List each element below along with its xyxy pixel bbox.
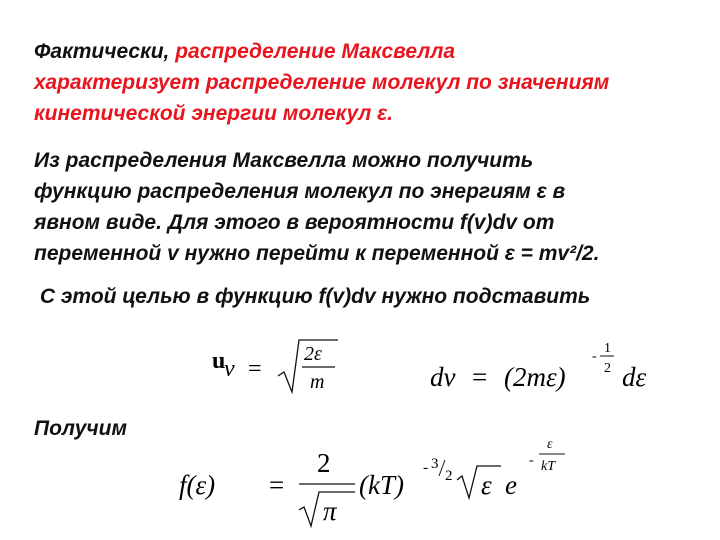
v-lhs-bold: u (212, 348, 226, 374)
f-kt-exp-den: 2 (445, 468, 453, 484)
f-e-exp-den: kT (541, 459, 555, 474)
intro-lead: Фактически, (34, 40, 170, 63)
formula-energy-distribution (175, 430, 595, 530)
formula-dv (428, 336, 668, 396)
dv-exp-sign: - (592, 349, 597, 364)
dv-lhs: dv (430, 362, 456, 392)
dv-eq: = (472, 362, 488, 392)
dv-exp-den: 2 (604, 361, 611, 376)
paragraph-intro (34, 36, 704, 129)
f-exp-base: e (505, 470, 517, 500)
f-sqrt-arg: ε (481, 470, 492, 500)
v-eq: = (248, 356, 262, 382)
f-eq: = (269, 470, 285, 500)
body-line-1: Из распределения Максвелла можно получить (34, 149, 534, 172)
intro-line-2: характеризует распределение молекул по значениям (34, 71, 610, 94)
dv-tail: dε (622, 362, 647, 392)
f-coef-den: π (323, 496, 337, 526)
v-lhs: v (224, 356, 235, 382)
result-label: Получим (34, 417, 128, 440)
dv-base: (2mε) (504, 362, 566, 392)
dv-exp-num: 1 (604, 341, 611, 356)
intro-line-1 (34, 36, 704, 67)
f-coef-num: 2 (317, 448, 331, 478)
f-lhs: f(ε) (179, 470, 216, 500)
formula-velocity (198, 336, 358, 396)
paragraph-body (34, 145, 704, 269)
f-e-exp-sign: - (529, 453, 534, 468)
body-line-2: функцию распределения молекул по энергиям ε в (34, 180, 566, 203)
v-num: 2ε (304, 343, 322, 365)
paragraph-substitute (34, 281, 704, 312)
body-line-4: переменной v нужно перейти к переменной ε = mv²/2. (34, 242, 600, 265)
f-kt: (kT) (359, 470, 404, 500)
f-sqrt-sign (457, 466, 501, 498)
v-den: m (310, 371, 325, 393)
f-e-exp-num: ε (547, 437, 553, 452)
intro-line-3: кинетической энергии молекул ε. (34, 102, 393, 125)
intro-red-1: распределение Максвелла (175, 40, 456, 63)
substitute-line: С этой целью в функцию f(v)dv нужно подставить (34, 285, 591, 308)
body-line-3: явном виде. Для этого в вероятности f(v)dv от (34, 211, 555, 234)
f-kt-exp-sign: - (423, 460, 428, 476)
f-kt-exp-num: 3 (431, 456, 439, 472)
